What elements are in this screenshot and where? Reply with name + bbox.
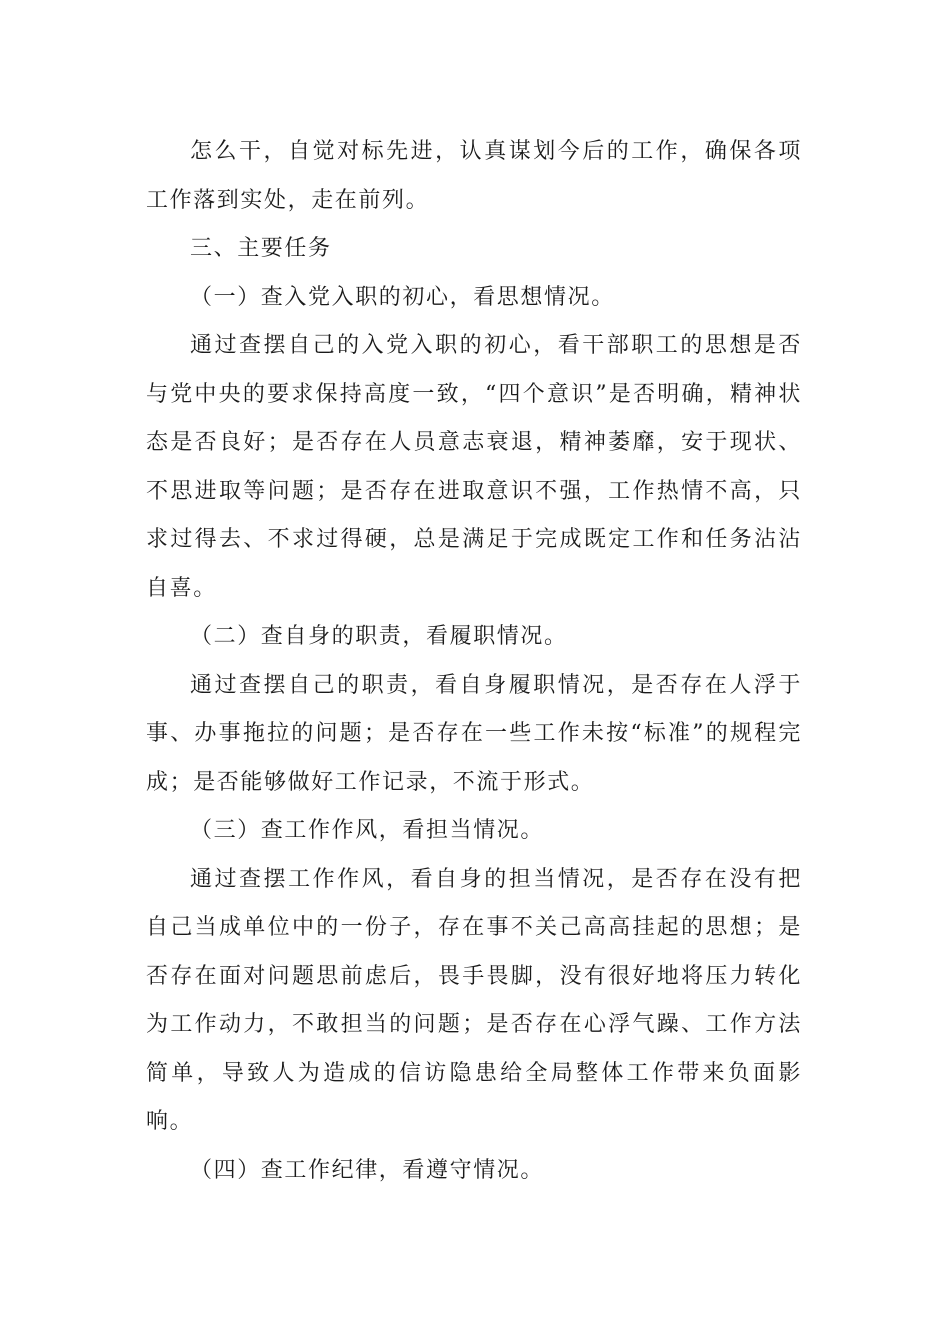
subheading-1: （一）查入党入职的初心，看思想情况。 xyxy=(190,284,615,310)
document-body xyxy=(146,128,802,1195)
subheading-4: （四）查工作纪律，看遵守情况。 xyxy=(190,1157,545,1183)
paragraph-3: 通过查摆工作作风，看自身的担当情况，是否存在没有把自己当成单位中的一份子，存在事不关己高高挂起的思想；是否存在面对问题思前虑后，畏手畏脚，没有很好地将压力转化为工作动力，不敢担当的问题；是否存在心浮气躁、工作方法简单，导致人为造成的信访隐患给全局整体工作带来负面影响。 xyxy=(146,866,802,1134)
subheading-2: （二）查自身的职责，看履职情况。 xyxy=(190,624,568,649)
subheading-3: （三）查工作作风，看担当情况。 xyxy=(190,818,545,843)
section-heading-main-tasks: 三、主要任务 xyxy=(190,236,332,261)
paragraph-continuation: 怎么干，自觉对标先进，认真谋划今后的工作，确保各项工作落到实处，走在前列。 xyxy=(146,139,802,213)
paragraph-2: 通过查摆自己的职责，看自身履职情况，是否存在人浮于事、办事拖拉的问题；是否存在一些工作未按“标准”的规程完成；是否能够做好工作记录，不流于形式。 xyxy=(146,672,802,795)
paragraph-1: 通过查摆自己的入党入职的初心，看干部职工的思想是否与党中央的要求保持高度一致，“四个意识”是否明确，精神状态是否良好；是否存在人员意志衰退，精神萎靡，安于现状、不思进取等问题；是否存在进取意识不强，工作热情不高，只求过得去、不求过得硬，总是满足于完成既定工作和任务沾沾自喜。 xyxy=(146,333,802,601)
